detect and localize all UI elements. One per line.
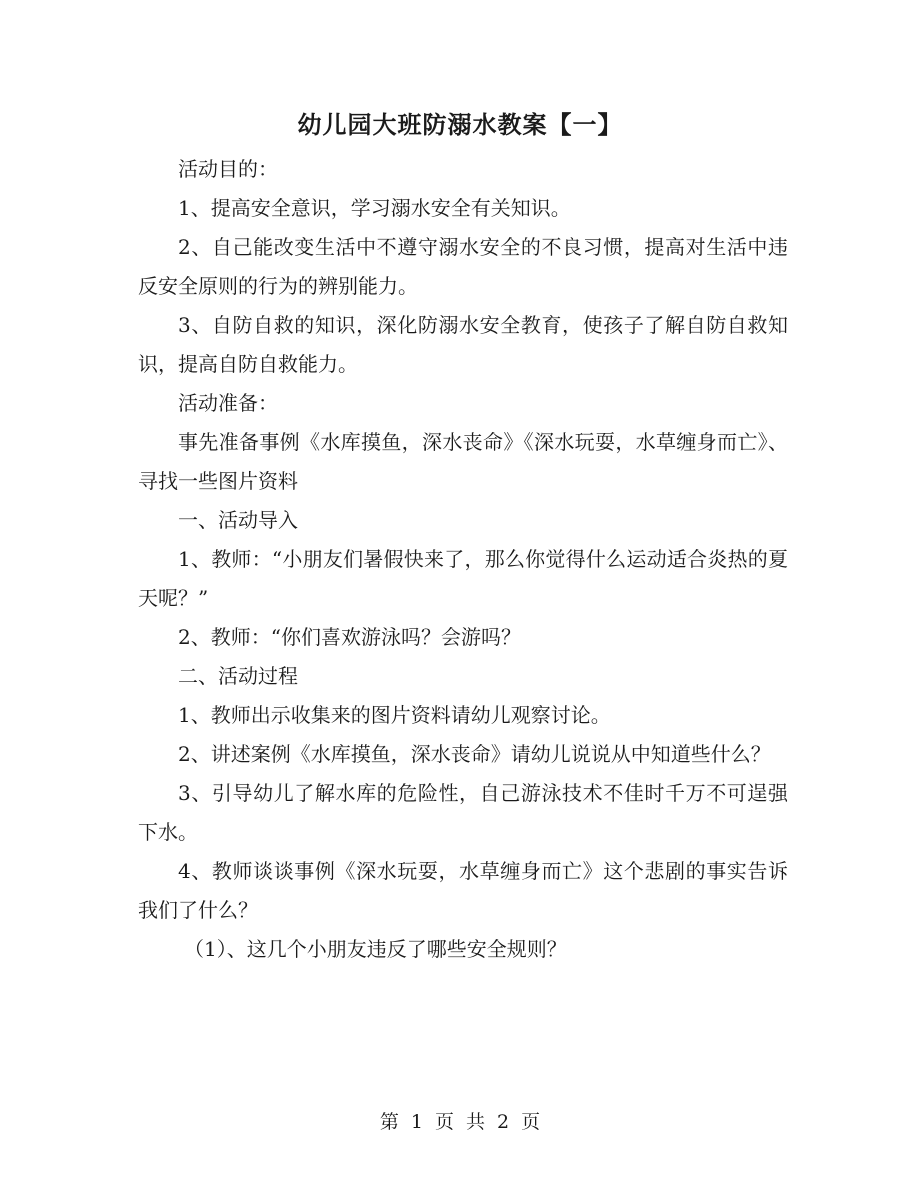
- paragraph-intro-2: 2、教师：“你们喜欢游泳吗？会游吗？: [178, 625, 521, 649]
- paragraph-process-2: 2、讲述案例《水库摸鱼，深水丧命》请幼儿说说从中知道些什么？: [178, 742, 771, 766]
- paragraph-goal-2: 2、自己能改变生活中不遵守溺水安全的不良习惯，提高对生活中违反安全原则的行为的辨别能力。: [138, 235, 788, 298]
- paragraph-goal-3: 3、自防自救的知识，深化防溺水安全教育，使孩子了解自防自救知识，提高自防自救能力。: [138, 313, 788, 376]
- paragraph-process-1: 1、教师出示收集来的图片资料请幼儿观察讨论。: [178, 703, 611, 727]
- document-title: 幼儿园大班防溺水教案【一】: [297, 110, 623, 139]
- page-number-footer: 第 1 页 共 2 页: [379, 1111, 541, 1133]
- paragraph-process-4-sub-1: （1）、这几个小朋友违反了哪些安全规则？: [184, 937, 567, 961]
- document-body: [138, 150, 788, 969]
- paragraph-process-4: 4、教师谈谈事例《深水玩耍，水草缠身而亡》这个悲剧的事实告诉我们了什么？: [138, 859, 788, 922]
- paragraph-activity-goal-heading: 活动目的：: [178, 157, 278, 181]
- paragraph-section-intro: 一、活动导入: [178, 508, 298, 532]
- paragraph-section-process: 二、活动过程: [178, 664, 298, 688]
- paragraph-intro-1: 1、教师：“小朋友们暑假快来了，那么你觉得什么运动适合炎热的夏天呢？”: [138, 547, 788, 610]
- paragraph-preparation-heading: 活动准备：: [178, 391, 278, 415]
- paragraph-goal-1: 1、提高安全意识，学习溺水安全有关知识。: [178, 196, 571, 220]
- paragraph-preparation-content: 事先准备事例《水库摸鱼，深水丧命》《深水玩耍，水草缠身而亡》、寻找一些图片资料: [138, 430, 788, 493]
- paragraph-process-3: 3、引导幼儿了解水库的危险性，自己游泳技术不佳时千万不可逞强下水。: [138, 781, 788, 844]
